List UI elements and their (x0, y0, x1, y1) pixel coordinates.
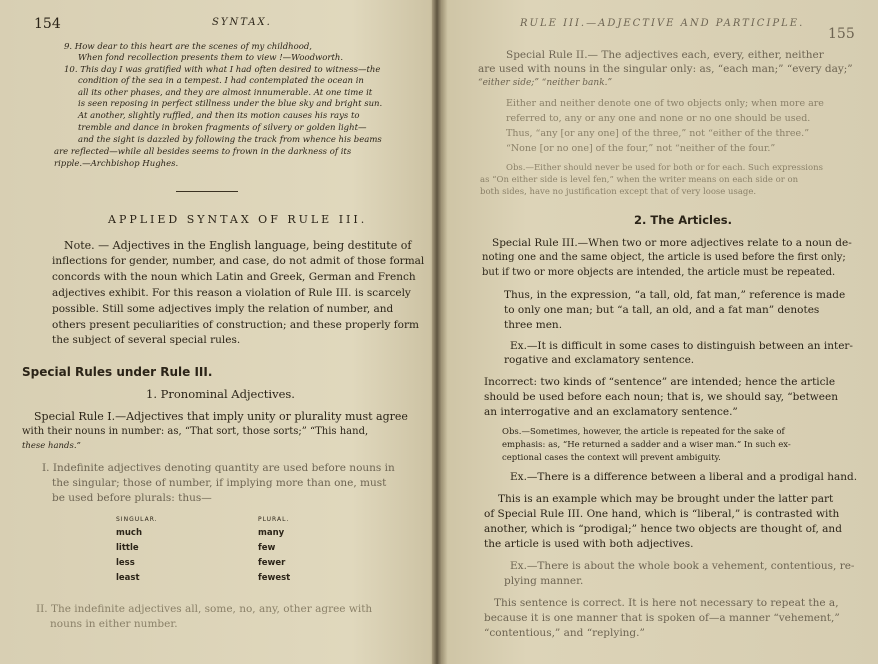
left-running-head: SYNTAX. (212, 17, 272, 28)
quote-line: 10. This day I was gratified with what I had often desired to witness—the (64, 65, 381, 75)
singular-column (116, 516, 158, 588)
final-line: because it is one manner that is spoken of—a manner “vehement,” (484, 612, 840, 624)
singular-word: little (116, 543, 139, 553)
ex-three-line: Ex.—There is about the whole book a vehement, contentious, re- (510, 560, 855, 572)
latter-part-line: the article is used with both adjectives. (484, 538, 694, 550)
articles-heading: 2. The Articles. (634, 213, 732, 227)
singular-header: SINGULAR. (116, 516, 158, 523)
either-line: “None [or no one] of the four,” not “neither of the four.” (506, 143, 776, 154)
indefinite-line: I. Indefinite adjectives denoting quantity are used before nouns in (42, 462, 395, 474)
quote-line: At another, slightly ruffled, and then its motion causes his rays to (78, 111, 360, 121)
left-page (0, 0, 432, 664)
ex-one-line: rogative and exclamatory sentence. (504, 354, 695, 366)
quote-line: When fond recollection presents them to view !—Woodworth. (78, 53, 344, 63)
thus-line: Thus, in the expression, “a tall, old, fat man,” reference is made (504, 289, 846, 301)
note-line: adjectives exhibit. For this reason a violation of Rule III. is scarcely (52, 287, 411, 299)
quote-line: are reflected—while all besides seems to frown in the darkness of its (54, 147, 352, 157)
obs-line: both sides, have no justification except that of very loose usage. (480, 187, 757, 197)
rule-three-line: Special Rule III.—When two or more adjectives relate to a noun de- (492, 237, 852, 249)
right-page-number: 155 (828, 26, 855, 42)
quote-line: 9. How dear to this heart are the scenes of my childhood, (64, 42, 312, 52)
plural-header: PLURAL. (258, 516, 290, 523)
section-divider (176, 191, 238, 192)
ex-three-line: plying manner. (504, 575, 584, 587)
incorrect-line: an interrogative and an exclamatory sentence.” (484, 406, 738, 418)
singular-word: less (116, 558, 135, 568)
rule-one-line: Special Rule I.—Adjectives that imply unity or plurality must agree (34, 410, 408, 423)
rule-two-line: are used with nouns in the singular only: as, “each man;” “every day;” (478, 63, 853, 75)
singular-word: much (116, 528, 142, 538)
quote-line: tremble and dance in broken fragments of silvery or golden light— (78, 123, 367, 133)
plural-word: few (258, 543, 276, 553)
plural-word: fewest (258, 573, 291, 583)
indefinite-line: be used before plurals: thus— (52, 492, 212, 504)
obs-two-line: Obs.—Sometimes, however, the article is repeated for the sake of (502, 427, 785, 437)
note-line: possible. Still some adjectives imply the relation of number, and (52, 303, 394, 315)
thus-line: to only one man; but “a tall, an old, and a fat man” denotes (504, 304, 820, 316)
ex-one-line: Ex.—It is difficult in some cases to distinguish between an inter- (510, 340, 853, 352)
obs-two-line: ceptional cases the context will prevent ambiguity. (502, 453, 721, 463)
either-line: referred to, any or any one and none or no one should be used. (506, 113, 811, 124)
final-line: This sentence is correct. It is here not necessary to repeat the a, (494, 597, 839, 609)
rule-two-line: “either side;” “neither bank.” (478, 78, 613, 88)
obs-line: as “On either side is level fen,” when the writer means on each side or on (480, 175, 799, 185)
bottom-line: nouns in either number. (50, 618, 178, 630)
latter-part-line: This is an example which may be brought under the latter part (498, 493, 834, 505)
either-line: Thus, “any [or any one] of the three,” not “either of the three.” (506, 128, 810, 139)
quote-line: ripple.—Archbishop Hughes. (54, 159, 179, 169)
example-two: Ex.—There is a difference between a liberal and a prodigal hand. (510, 471, 858, 483)
either-line: Either and neither denote one of two objects only; when more are (506, 98, 824, 109)
pronominal-heading: 1. Pronominal Adjectives. (146, 387, 295, 401)
right-page (442, 0, 878, 664)
note-line: Note. — Adjectives in the English language, being destitute of (64, 239, 412, 252)
plural-word: many (258, 528, 285, 538)
rule-three-line: noting one and the same object, the article is used before the first only; (482, 252, 846, 263)
rule-one-line: these hands.” (22, 441, 81, 451)
latter-part-line: another, which is “prodigal;” hence two objects are thought of, and (484, 523, 842, 535)
latter-part-line: of Special Rule III. One hand, which is “liberal,” is contrasted with (484, 508, 840, 520)
plural-column (258, 516, 290, 588)
special-rules-heading: Special Rules under Rule III. (22, 365, 213, 379)
note-line: inflections for gender, number, and case, do not admit of those formal (52, 255, 425, 267)
incorrect-line: should be used before each noun; that is, we should say, “between (484, 391, 838, 403)
rule-one-line: with their nouns in number: as, “That sort, those sorts;” “This hand, (22, 426, 369, 437)
quote-line: and the sight is dazzled by following the track from whence his beams (78, 135, 382, 145)
book-gutter (432, 0, 442, 664)
quote-line: all its other phases, and they are almost innumerable. At one time it (78, 88, 373, 98)
plural-word: fewer (258, 558, 286, 568)
singular-word: least (116, 573, 140, 583)
note-line: others present peculiarities of construction; and these properly form (52, 319, 419, 331)
left-page-number: 154 (34, 16, 61, 32)
note-line: concords with the noun which Latin and Greek, German and French (52, 271, 416, 283)
thus-line: three men. (504, 319, 563, 331)
obs-two-line: emphasis: as, “He returned a sadder and a wiser man.” In such ex- (502, 440, 791, 450)
section-title: APPLIED SYNTAX OF RULE III. (108, 213, 368, 226)
note-line: the subject of several special rules. (52, 334, 241, 346)
quote-line: is seen reposing in perfect stillness under the blue sky and bright sun. (78, 99, 383, 109)
quote-line: condition of the sea in a tempest. I had contemplated the ocean in (78, 76, 364, 86)
rule-two-line: Special Rule II.— The adjectives each, every, either, neither (506, 49, 824, 61)
incorrect-line: Incorrect: two kinds of “sentence” are intended; hence the article (484, 376, 836, 388)
final-line: “contentious,” and “replying.” (484, 627, 645, 639)
right-running-head: RULE III.—ADJECTIVE AND PARTICIPLE. (520, 18, 805, 29)
obs-line: Obs.—Either should never be used for both or for each. Such expressions (506, 163, 823, 173)
bottom-line: II. The indefinite adjectives all, some, no, any, other agree with (36, 603, 373, 615)
indefinite-line: the singular; those of number, if implying more than one, must (52, 477, 387, 489)
rule-three-line: but if two or more objects are intended, the article must be repeated. (482, 267, 836, 278)
